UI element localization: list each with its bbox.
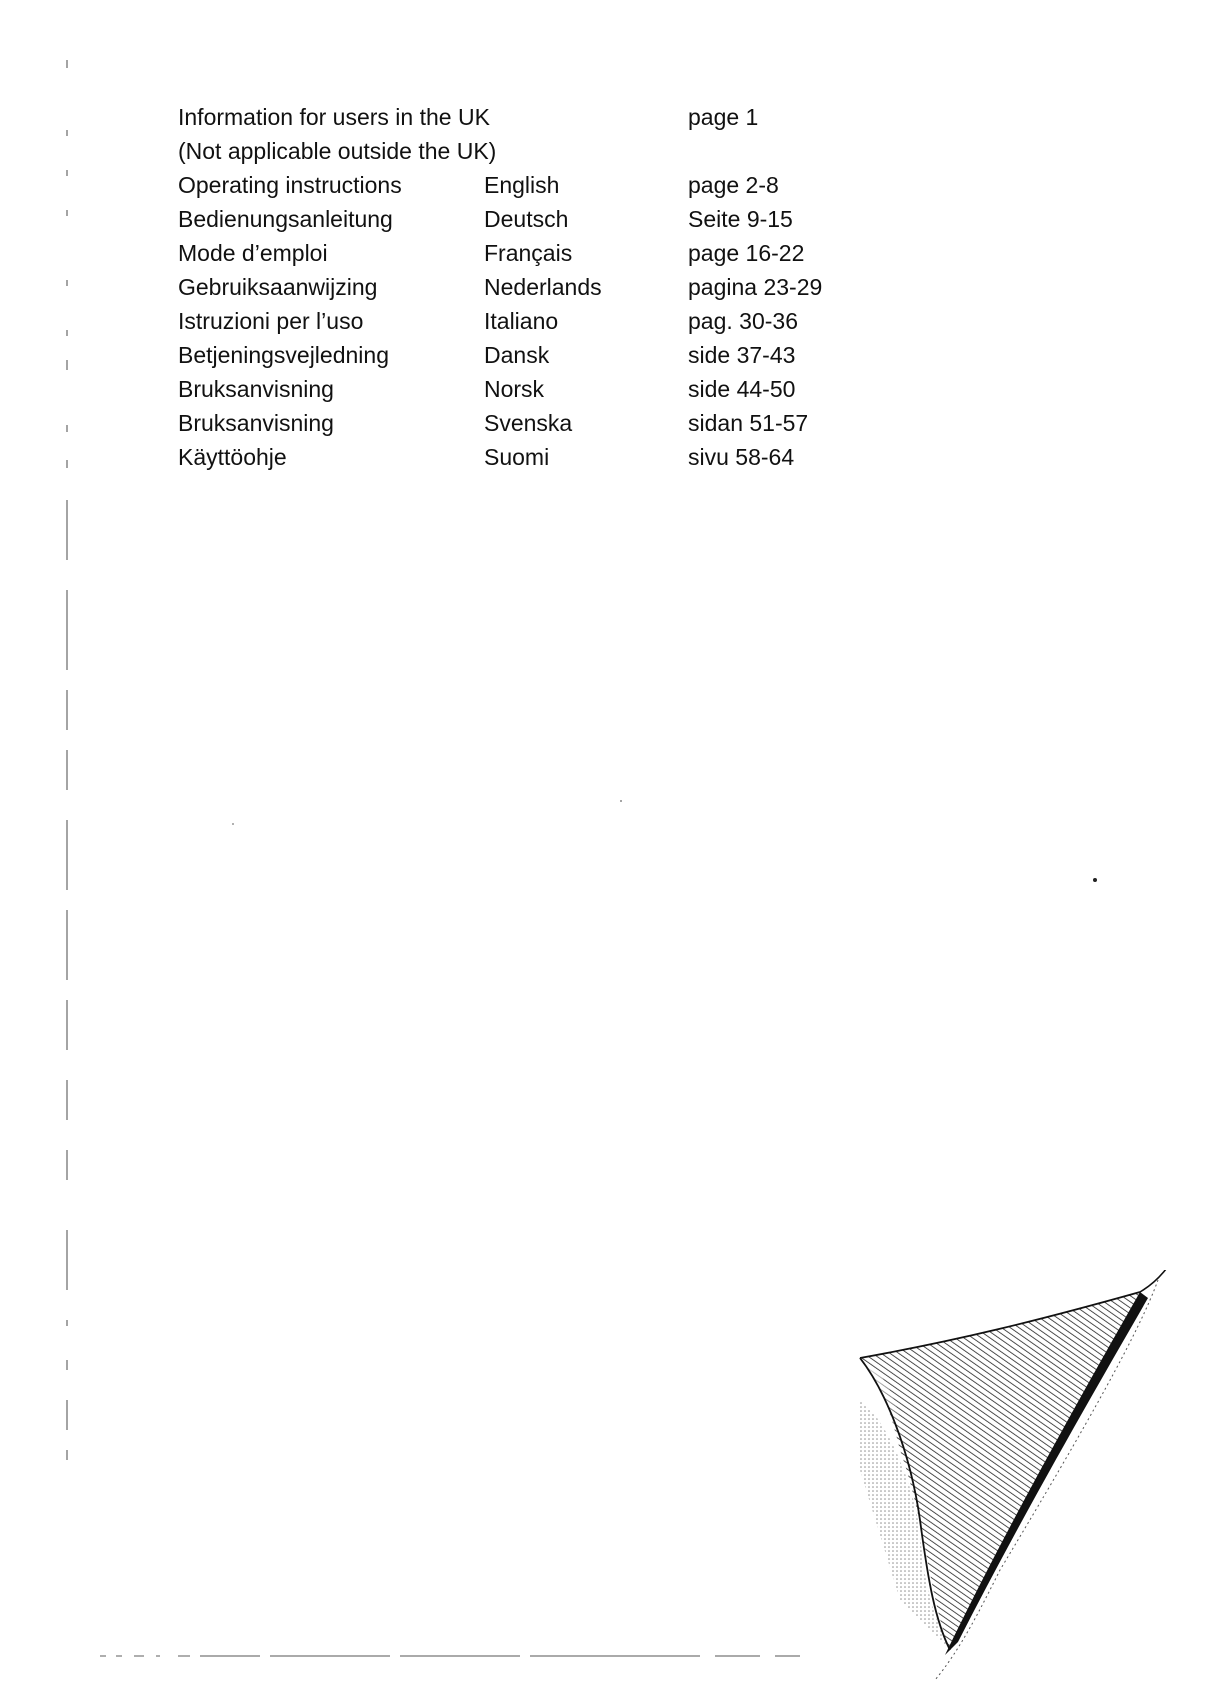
toc-entry-pages: sivu 58-64 bbox=[688, 444, 795, 470]
toc-entry-language: English bbox=[484, 172, 560, 198]
toc-entry-pages: side 37-43 bbox=[688, 342, 796, 368]
toc-entry-title: Operating instructions bbox=[178, 172, 402, 198]
toc-entry-language: Norsk bbox=[484, 376, 545, 402]
toc-entry-pages: page 16-22 bbox=[688, 240, 805, 266]
scan-speck bbox=[620, 800, 622, 802]
scan-speck bbox=[1093, 878, 1097, 882]
toc-entry-pages: Seite 9-15 bbox=[688, 206, 793, 232]
toc-entry-language: Italiano bbox=[484, 308, 559, 334]
toc-entry-pages: side 44-50 bbox=[688, 376, 796, 402]
scan-bottom-line bbox=[100, 1652, 800, 1660]
toc-entry-title: Bruksanvisning bbox=[178, 376, 334, 402]
toc-entry-title: Gebruiksaanwijzing bbox=[178, 274, 378, 300]
toc-entry-title: Bedienungsanleitung bbox=[178, 206, 393, 232]
toc-entry-language: Dansk bbox=[484, 342, 550, 368]
uk-info-page: page 1 bbox=[688, 104, 759, 130]
scan-edge-marks bbox=[64, 30, 70, 1590]
toc-entry-pages: pagina 23-29 bbox=[688, 274, 823, 300]
toc-entry-language: Français bbox=[484, 240, 573, 266]
page-curl-illustration bbox=[840, 1270, 1220, 1690]
toc-entry-language: Suomi bbox=[484, 444, 550, 470]
toc-entry-language: Deutsch bbox=[484, 206, 569, 232]
toc-entry-pages: sidan 51-57 bbox=[688, 410, 809, 436]
toc-entry-language: Nederlands bbox=[484, 274, 602, 300]
uk-info-label: Information for users in the UK bbox=[178, 104, 490, 130]
scan-speck bbox=[232, 823, 234, 825]
toc-entry-language: Svenska bbox=[484, 410, 573, 436]
toc-entry-title: Mode d’emploi bbox=[178, 240, 328, 266]
uk-note: (Not applicable outside the UK) bbox=[178, 138, 497, 164]
toc-entry-title: Betjeningsvejledning bbox=[178, 342, 389, 368]
toc-entry-pages: pag. 30-36 bbox=[688, 308, 798, 334]
toc-entry-title: Istruzioni per l’uso bbox=[178, 308, 364, 334]
toc-entry-pages: page 2-8 bbox=[688, 172, 779, 198]
toc-entry-title: Bruksanvisning bbox=[178, 410, 334, 436]
toc-entry-title: Käyttöohje bbox=[178, 444, 287, 470]
